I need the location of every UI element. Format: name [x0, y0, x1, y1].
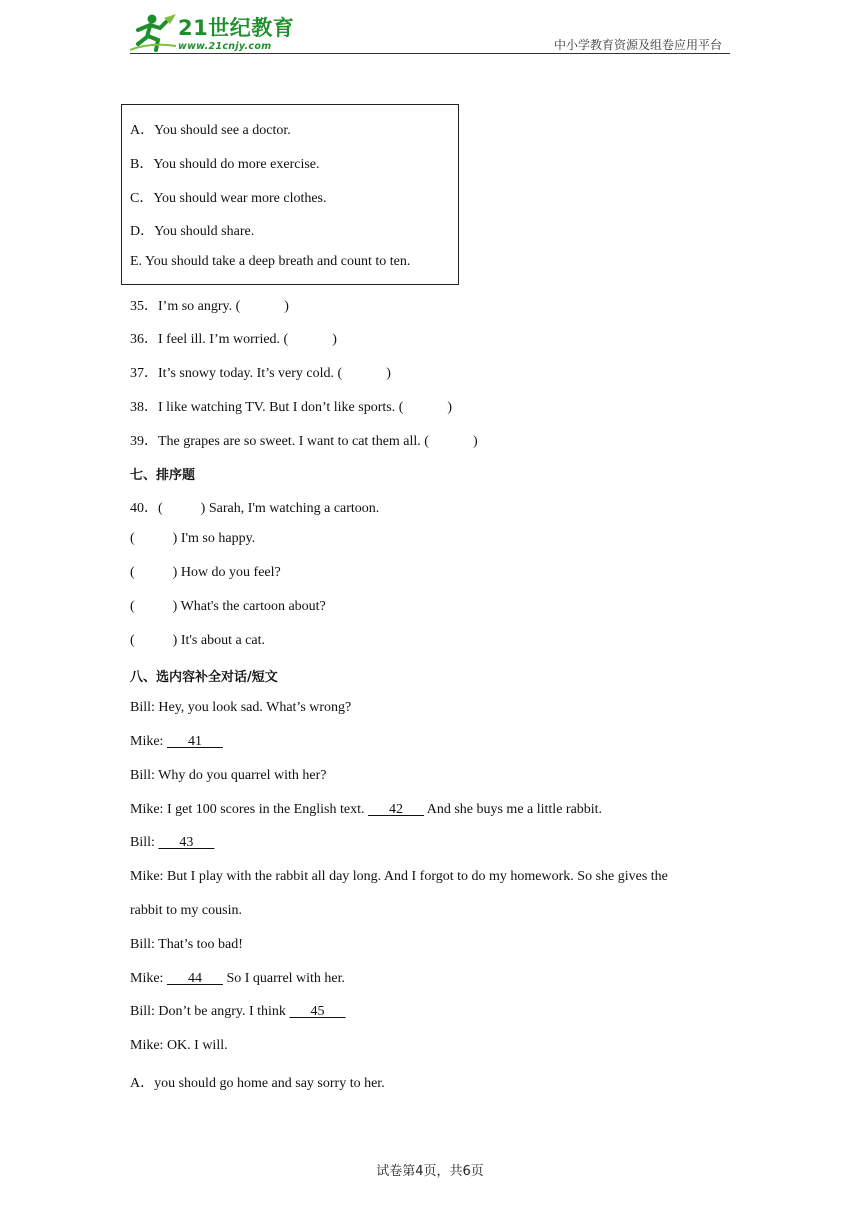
question-36 [130, 328, 337, 348]
order-3-text: ) What's the cartoon about? [172, 599, 326, 614]
blank-41-number: 41 [187, 734, 202, 749]
option-a: A．You should see a doctor. [130, 123, 291, 138]
logo [130, 10, 300, 54]
paren-close: ) [386, 366, 391, 381]
logo-url: www.21cnjy.com [178, 41, 272, 52]
question-40-text: ) Sarah, I'm watching a cartoon. [200, 501, 380, 516]
section-8-title: 八、选内容补全对话/短文 [130, 670, 278, 685]
blank-42-number: 42 [388, 802, 403, 817]
speaker: Mike: [130, 734, 164, 749]
answer-option-a: A．you should go home and say sorry to her. [130, 1076, 385, 1091]
question-38-text: 38．I like watching TV. But I don’t like sports. ( [130, 400, 404, 415]
question-37 [130, 362, 391, 382]
dialogue-line-2 [130, 734, 223, 750]
blank-42[interactable] [368, 802, 424, 818]
dialogue-text: And she buys me a little rabbit. [426, 802, 603, 817]
question-39 [130, 430, 478, 450]
site-name: 中小学教育资源及组卷应用平台 [553, 38, 722, 52]
dialogue-text: So I quarrel with her. [226, 971, 346, 986]
dialogue-line-7: Bill: That’s too bad! [130, 937, 243, 952]
section-7-title: 七、排序题 [130, 468, 196, 483]
paren-open: ( [130, 599, 135, 614]
order-item-4 [130, 633, 265, 649]
question-37-text: 37．It’s snowy today. It’s very cold. ( [130, 366, 343, 381]
order-item-1 [130, 531, 255, 547]
speaker: Mike: [130, 971, 164, 986]
paren-close: ) [284, 299, 289, 314]
dialogue-line-4 [130, 802, 602, 818]
paren-open: ( [130, 565, 135, 580]
blank-43[interactable] [158, 835, 214, 851]
question-39-text: 39．The grapes are so sweet. I want to cat them all. ( [130, 434, 429, 449]
option-d: D．You should share. [130, 224, 255, 239]
question-36-text: 36．I feel ill. I’m worried. ( [130, 332, 289, 347]
question-40-number: 40．( [130, 501, 163, 516]
dialogue-text: Mike: I get 100 scores in the English text. [130, 802, 365, 817]
header-divider [130, 53, 730, 54]
runner-logo-icon [130, 12, 178, 52]
dialogue-line-6b: rabbit to my cousin. [130, 903, 242, 918]
paren-open: ( [130, 531, 135, 546]
logo-text: 21世纪教育 [178, 16, 295, 40]
blank-44-number: 44 [187, 971, 202, 986]
question-35 [130, 295, 289, 315]
dialogue-line-1: Bill: Hey, you look sad. What’s wrong? [130, 700, 352, 715]
order-2-text: ) How do you feel? [172, 565, 281, 580]
option-c: C．You should wear more clothes. [130, 191, 327, 206]
dialogue-line-5 [130, 835, 214, 851]
order-1-text: ) I'm so happy. [172, 531, 256, 546]
dialogue-line-3: Bill: Why do you quarrel with her? [130, 768, 327, 783]
dialogue-line-6a: Mike: But I play with the rabbit all day long. And I forgot to do my homework. So she gives the [130, 869, 668, 884]
blank-41[interactable] [167, 734, 223, 750]
dialogue-line-8 [130, 971, 345, 987]
dialogue-text: Bill: Don’t be angry. I think [130, 1004, 286, 1019]
paren-open: ( [130, 633, 135, 648]
order-item-2 [130, 565, 281, 581]
paren-close: ) [447, 400, 453, 415]
order-item-3 [130, 599, 326, 615]
blank-45[interactable] [289, 1004, 345, 1020]
option-b: B．You should do more exercise. [130, 157, 320, 172]
page-footer: 试卷第4页，共6页 [376, 1164, 484, 1179]
question-40 [130, 497, 379, 517]
dialogue-line-9 [130, 1004, 345, 1020]
speaker: Bill: [130, 835, 155, 850]
order-4-text: ) It's about a cat. [172, 633, 265, 648]
blank-45-number: 45 [310, 1004, 325, 1019]
paren-close: ) [472, 434, 478, 449]
blank-43-number: 43 [179, 835, 194, 850]
dialogue-line-10: Mike: OK. I will. [130, 1038, 228, 1053]
question-35-text: 35．I’m so angry. ( [130, 299, 241, 314]
question-38 [130, 396, 452, 416]
blank-44[interactable] [167, 971, 223, 987]
option-e: E. You should take a deep breath and count to ten. [130, 254, 411, 269]
page-header [130, 8, 730, 56]
paren-close: ) [332, 332, 337, 347]
